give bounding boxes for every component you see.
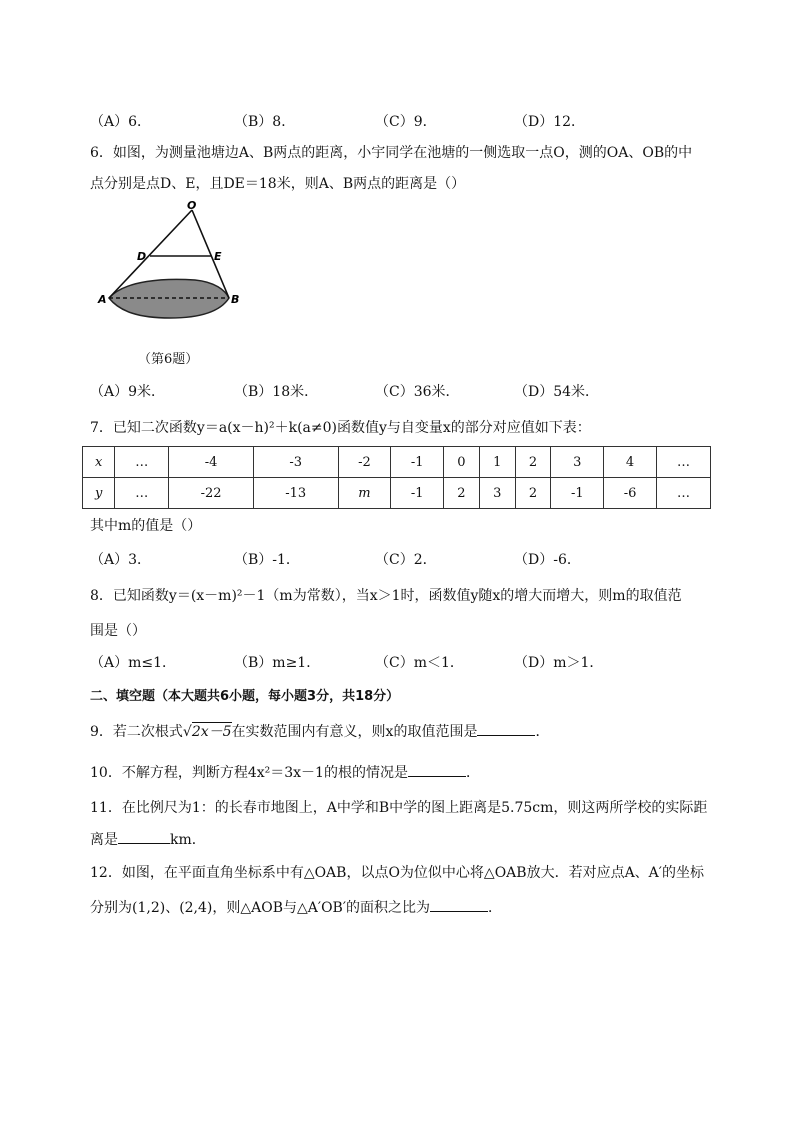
q7-stem: 7．已知二次函数y＝a(x－h)²＋k(a≠0)函数值y与自变量x的部分对应值如下表： <box>90 420 591 436</box>
table-cell: -6 <box>604 478 657 509</box>
sqrt-symbol: √ <box>182 724 192 740</box>
q12-stem-line2 <box>90 897 502 917</box>
table-row-x <box>83 447 711 478</box>
answer-blank[interactable] <box>118 831 170 844</box>
q6-option-c: （C）36米． <box>375 384 460 400</box>
q6-stem-line1: 6．如图，为测量池塘边A、B两点的距离，小宇同学在池塘的一侧选取一点O，测的OA、OB的中 <box>90 145 693 161</box>
table-cell: 0 <box>444 447 480 478</box>
q7-option-a: （A）3． <box>90 552 152 568</box>
table-cell: y <box>83 478 115 509</box>
table-cell: -1 <box>551 478 604 509</box>
q11-post: km． <box>170 832 206 848</box>
section-heading: 二、填空题（本大题共6小题，每小题3分，共18分） <box>90 689 400 704</box>
q6-option-b: （B）18米． <box>234 384 319 400</box>
table-cell: -1 <box>391 447 444 478</box>
q7-option-b: （B）-1． <box>234 552 300 568</box>
table-cell: -3 <box>253 447 338 478</box>
label-b: B <box>231 293 240 306</box>
q8-stem-line2: 围是（） <box>90 623 146 639</box>
q9-end: ． <box>535 724 550 740</box>
value-table <box>82 446 711 509</box>
q7-option-c: （C）2． <box>375 552 437 568</box>
table-cell: -1 <box>391 478 444 509</box>
label-a: A <box>98 293 107 306</box>
q6-stem-line2: 点分别是点D、E，且DE＝18米，则A、B两点的距离是（） <box>90 176 466 192</box>
table-cell: 1 <box>479 447 515 478</box>
answer-blank[interactable] <box>408 764 466 777</box>
table-cell: 2 <box>444 478 480 509</box>
q6-option-a: （A）9米． <box>90 384 166 400</box>
q7-question: 其中m的值是（） <box>90 518 202 534</box>
q8-options <box>90 652 710 672</box>
label-e: E <box>214 250 222 263</box>
table-cell: 3 <box>479 478 515 509</box>
table-cell: … <box>115 447 169 478</box>
q8-option-c: （C）m＜1． <box>375 655 464 671</box>
q5-option-d: （D）12． <box>514 114 586 130</box>
q12-end: ． <box>488 900 503 916</box>
q11-pre: 离是 <box>90 832 118 848</box>
table-cell: -22 <box>169 478 254 509</box>
table-cell: 2 <box>515 478 551 509</box>
q10-end: ． <box>465 765 480 781</box>
q9-post: 在实数范围内有意义，则x的取值范围是 <box>231 724 478 740</box>
table-cell: 4 <box>604 447 657 478</box>
q8-option-b: （B）m≥1． <box>234 655 321 671</box>
q12-pre: 分别为(1,2)、(2,4)，则△AOB与△A′OB′的面积之比为 <box>90 900 431 916</box>
table-cell: … <box>656 447 710 478</box>
table-cell: … <box>656 478 710 509</box>
q6-option-d: （D）54米． <box>514 384 600 400</box>
table-cell: m <box>338 478 391 509</box>
q7-options <box>90 549 710 569</box>
table-cell: -4 <box>169 447 254 478</box>
table-row-y <box>83 478 711 509</box>
q11-stem-line2 <box>90 829 206 849</box>
q7-option-d: （D）-6． <box>514 552 581 568</box>
answer-blank[interactable] <box>477 723 535 736</box>
table-cell: -13 <box>253 478 338 509</box>
q5-option-c: （C）9． <box>375 114 437 130</box>
q11-stem-line1: 11．在比例尺为1：的长春市地图上，A中学和B中学的图上距离是5.75cm，则这两所学校的实际距 <box>90 800 708 816</box>
q6-options <box>90 381 710 401</box>
q10-pre: 10．不解方程，判断方程4x²＝3x－1的根的情况是 <box>90 765 408 781</box>
table-cell: -2 <box>338 447 391 478</box>
q5-option-a: （A）6． <box>90 114 152 130</box>
q9-stem <box>90 721 549 741</box>
q8-stem-line1: 8．已知函数y＝(x－m)²－1（m为常数），当x＞1时，函数值y随x的增大而增大，则m的取值范 <box>90 588 682 604</box>
answer-blank[interactable] <box>430 899 488 912</box>
q5-options <box>90 111 710 131</box>
q5-option-b: （B）8． <box>234 114 296 130</box>
label-d: D <box>137 250 147 263</box>
table-cell: 3 <box>551 447 604 478</box>
pond-figure <box>95 200 245 325</box>
q10-stem <box>90 762 480 782</box>
table-cell: 2 <box>515 447 551 478</box>
q8-option-d: （D）m＞1． <box>514 655 604 671</box>
figure-caption: （第6题） <box>138 352 199 367</box>
q9-radicand: 2x－5 <box>191 724 232 740</box>
label-o: O <box>187 200 197 212</box>
q8-option-a: （A）m≤1． <box>90 655 177 671</box>
table-cell: … <box>115 478 169 509</box>
q9-pre: 9．若二次根式 <box>90 724 183 740</box>
table-cell: x <box>83 447 115 478</box>
q12-stem-line1: 12．如图，在平面直角坐标系中有△OAB，以点O为位似中心将△OAB放大．若对应点A、A′的坐标 <box>90 865 704 881</box>
